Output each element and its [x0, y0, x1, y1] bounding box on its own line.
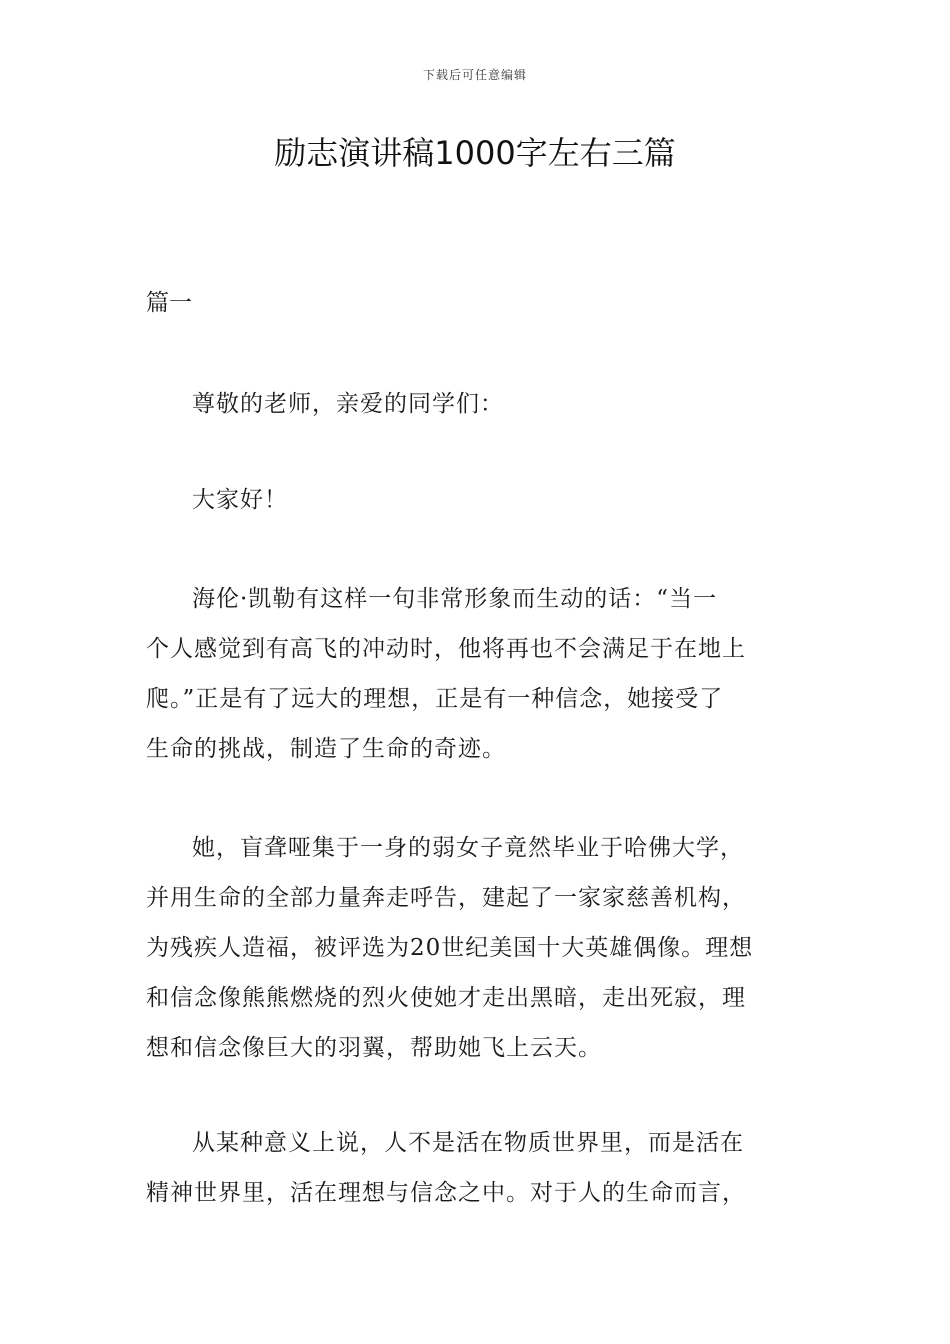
paragraph-line: 从某种意义上说，人不是活在物质世界里，而是活在: [192, 1130, 744, 1156]
paragraph-line: 大家好！: [192, 487, 288, 513]
paragraph-line: 爬。”正是有了远大的理想，正是有一种信念，她接受了: [146, 686, 724, 712]
paragraph-line: 和信念像熊熊燃烧的烈火使她才走出黑暗，走出死寂，理: [146, 985, 746, 1011]
paragraph-line: 生命的挑战，制造了生命的奇迹。: [146, 736, 506, 762]
salutation-paragraph: [146, 379, 811, 429]
paragraph-line: 她，盲聋哑集于一身的弱女子竟然毕业于哈佛大学，: [192, 835, 744, 861]
paragraph-line: 为残疾人造福，被评选为20世纪美国十大英雄偶像。理想: [146, 935, 754, 961]
paragraph-line: 海伦·凯勒有这样一句非常形象而生动的话：“当一: [192, 586, 718, 612]
paragraph-line: 尊敬的老师，亲爱的同学们：: [192, 391, 504, 417]
document-title: 励志演讲稿1000字左右三篇: [274, 134, 676, 172]
section-label: 篇一: [146, 290, 192, 316]
paragraph-line: 想和信念像巨大的羽翼，帮助她飞上云天。: [146, 1035, 602, 1061]
page-header-note: 下载后可任意编辑: [422, 68, 527, 82]
paragraph-line: 并用生命的全部力量奔走呼告，建起了一家家慈善机构，: [146, 885, 746, 911]
body-paragraph: [146, 823, 811, 1073]
paragraph-line: 个人感觉到有高飞的冲动时，他将再也不会满足于在地上: [146, 636, 746, 662]
body-paragraph: [146, 574, 811, 774]
body-paragraph: [146, 1118, 811, 1218]
greeting-paragraph: [146, 475, 811, 525]
paragraph-line: 精神世界里，活在理想与信念之中。对于人的生命而言，: [146, 1180, 746, 1206]
